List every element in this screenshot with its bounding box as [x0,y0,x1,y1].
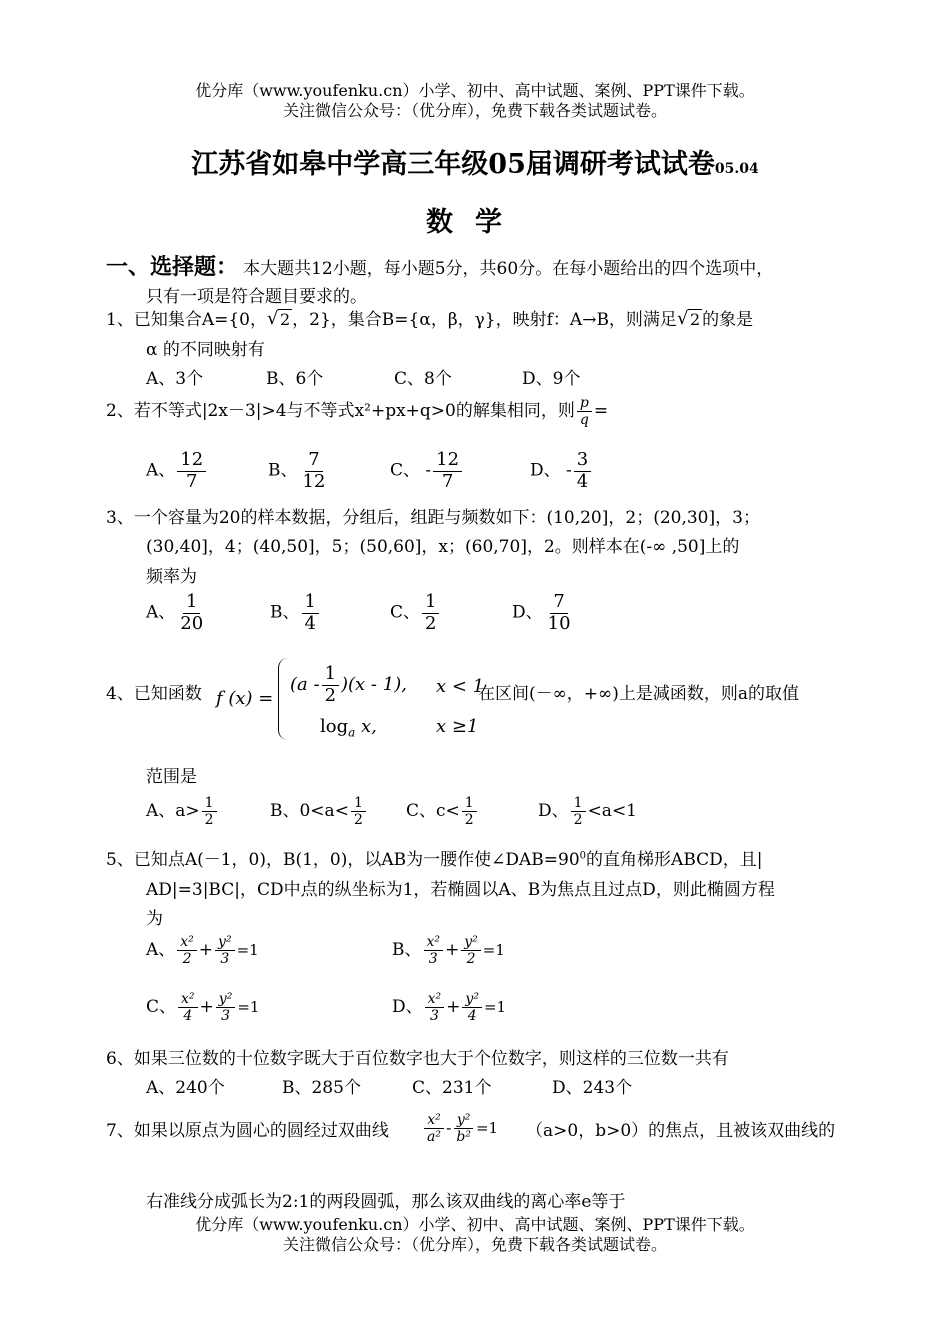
q1-option-d: D、9个 [522,369,581,389]
section-heading: 一、选择题： [106,254,239,280]
section-heading-row [106,250,773,281]
q4-lead: 4、已知函数 [106,684,202,704]
section-desc-2: 只有一项是符合题目要求的。 [146,287,367,307]
q4-option-a: A、a> $\frac{1}{2}$ [146,795,219,828]
q5-stem-line2: AD|=3|BC|，CD中点的纵坐标为1，若椭圆以A、B为焦点且过点D，则此椭圆方程 [146,880,775,900]
header-line-2: 关注微信公众号：（优分库），免费下载各类试题试卷。 [282,101,667,120]
q2-fraction: $\frac{p}{q}$ [577,395,592,428]
q2-option-c: C、 - $\frac{12}{7}$ [390,450,464,492]
q4-cond2: x ≥1 [436,716,479,737]
q1-part1: 1、已知集合A={0， [106,310,267,330]
q1-part3: 的象是 [702,310,754,330]
q4-case1: (a - $\frac{1}{2}$ )(x - 1), [290,663,407,706]
q2-option-a: A、 $\frac{12}{7}$ [146,450,208,492]
q1-option-b: B、6个 [266,369,324,389]
q3-option-b: B、 $\frac{1}{4}$ [270,592,321,634]
q5-option-b: B、 $\frac{\text{x²}}{3}$ + $\frac{\text{y²}}{2}$ =1 [392,934,505,968]
q5-stem-line1: 5、已知点A(－1，0)，B(1，0)，以AB为一腰作使$\angle DAB=90^0$的直角梯形ABCD，且| [106,850,763,870]
q4-option-c: C、c< $\frac{1}{2}$ [406,795,479,828]
q3-stem-line1: 3、一个容量为20的样本数据，分组后，组距与频数如下：(10,20]，2；(20,30]，3； [106,508,760,528]
q6-option-c: C、231个 [412,1078,492,1098]
q4-tail: 在区间(－∞，+∞)上是减函数，则a的取值 [478,684,799,704]
q4-option-d: D、 $\frac{1}{2}$ <a<1 [538,795,638,829]
q4-cond1: x < 1 [436,676,485,697]
footer-line-1: 优分库（www.youfenku.cn）小学、初中、高中试题、案例、PPT课件下载。 [195,1215,755,1234]
q2-eq: = [593,401,609,422]
q4-stem-line2: 范围是 [146,767,197,787]
q4-option-b: B、0<a< $\frac{1}{2}$ [270,795,368,828]
header-line-1: 优分库（www.youfenku.cn）小学、初中、高中试题、案例、PPT课件下载。 [195,81,755,100]
q1-option-a: A、3个 [146,369,204,389]
q7-lead: 7、如果以原点为圆心的圆经过双曲线 [106,1121,389,1141]
q3-stem-line2: (30,40]，4；(40,50]，5；(50,60]，x；(60,70]，2。则样本在(-∞ ,50]上的 [146,537,740,557]
q6-option-a: A、240个 [146,1078,225,1098]
q1-option-c: C、8个 [394,369,452,389]
q5-option-c: C、 $\frac{\text{x²}}{4}$ + $\frac{\text{y²}}{3}$ =1 [146,991,260,1025]
sqrt-expression: √ 2 [676,308,701,329]
q4-fx: f (x) = [216,688,274,709]
q3-option-a: A、 $\frac{1}{20}$ [146,591,204,634]
q6-stem: 6、如果三位数的十位数字既大于百位数字也大于个位数字，则这样的三位数一共有 [106,1049,729,1069]
footer-line-2: 关注微信公众号：（优分库），免费下载各类试题试卷。 [282,1235,667,1254]
q2-stem [106,395,608,428]
q3-option-c: C、 $\frac{1}{2}$ [390,592,441,634]
page-title [0,142,950,181]
q2-option-b: B、 $\frac{7}{12}$ [268,449,326,492]
q1-stem-line2: α 的不同映射有 [146,340,265,360]
q6-option-d: D、243个 [552,1078,633,1098]
section-desc-1: 本大题共12小题，每小题5分，共60分。在每小题给出的四个选项中， [243,259,774,279]
q2-stem-text: 2、若不等式|2x－3|>4与不等式x²+px+q>0的解集相同，则 [106,401,575,422]
title-main: 江苏省如皋中学高三年级05届调研考试试卷 [191,149,715,180]
q2-option-d: D、 - $\frac{3}{4}$ [530,450,593,492]
q5-option-a: A、 $\frac{\text{x²}}{2}$ + $\frac{\text{y²}}{3}$ =1 [146,934,259,968]
title-date: 05.04 [714,161,759,177]
q6-option-b: B、285个 [282,1078,361,1098]
q4-case2: $\log_a x$, [320,716,377,740]
q5-option-d: D、 $\frac{\text{x²}}{3}$ + $\frac{\text{y²}}{4}$ =1 [392,991,507,1025]
q7-stem-line2: 右准线分成弧长为2:1的两段圆弧，那么该双曲线的离心率e等于 [146,1192,626,1212]
q1-part2: ，2}，集合B={α，β，γ}，映射f：A→B，则满足 [292,310,677,330]
q7-hyperbola: $\frac{\text{x²}}{\text{a²}}$ - $\frac{\text{y²}}{\text{b²}}$ =1 [422,1112,498,1145]
q7-tail: （a>0，b>0）的焦点，且被该双曲线的 [526,1121,836,1141]
q1-stem [106,305,753,330]
q5-stem-line3: 为 [146,909,163,929]
subject-title: 数学 [426,207,524,238]
sqrt-expression: √ 2 [266,308,291,329]
q3-stem-line3: 频率为 [146,567,197,587]
q3-option-d: D、 $\frac{7}{10}$ [512,591,571,634]
